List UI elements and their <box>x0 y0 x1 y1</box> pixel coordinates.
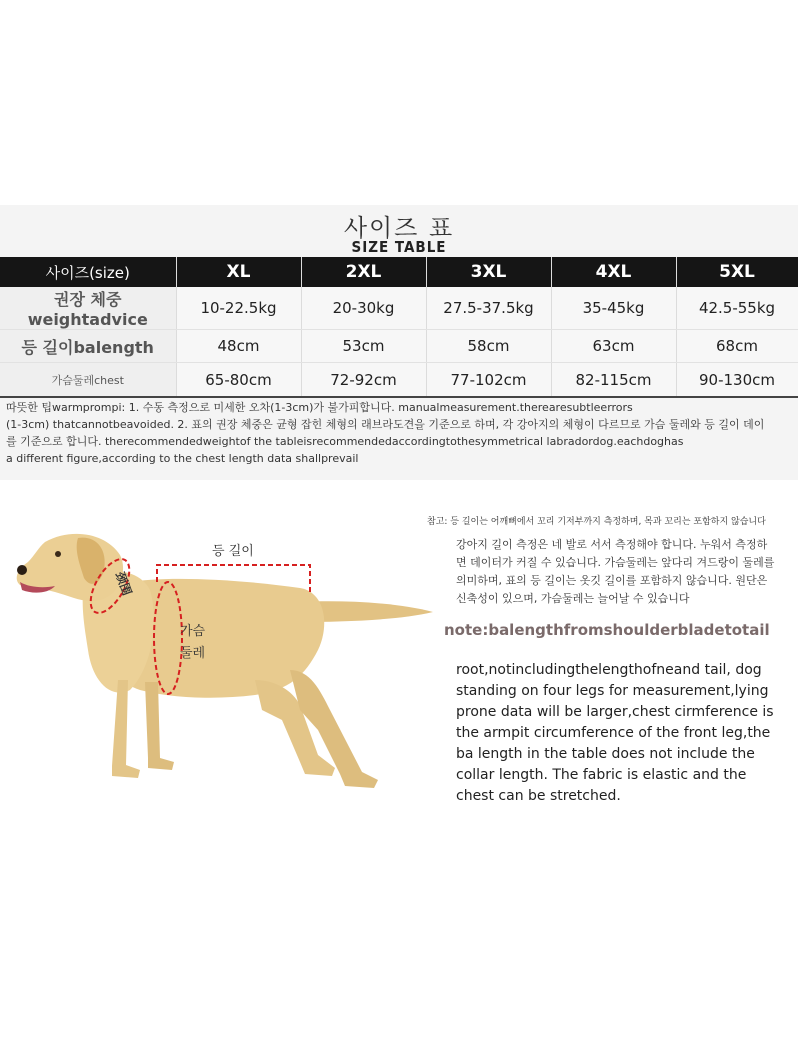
table-cell: 68cm <box>676 330 798 363</box>
table-row-chest <box>0 363 798 398</box>
chest-label-2: 둘레 <box>180 646 206 661</box>
table-row-weight <box>0 287 798 330</box>
table-cell: 48cm <box>176 330 301 363</box>
header-cell-xl: XL <box>176 257 301 287</box>
row-label-weight: 권장 체중weightadvice <box>0 287 176 330</box>
header-cell-4xl: 4XL <box>551 257 676 287</box>
reference-note: 참고: 등 길이는 어깨뼈에서 꼬리 기저부까지 측정하며, 목과 꼬리는 포함하지 않습니다 <box>427 517 766 527</box>
table-cell: 63cm <box>551 330 676 363</box>
table-cell: 65-80cm <box>176 363 301 398</box>
header-cell-5xl: 5XL <box>676 257 798 287</box>
note-line: (1-3cm) thatcannotbeavoided. 2. 표의 권장 체중은 균형 잡힌 체형의 래브라도견을 기준으로 하며, 각 강아지의 체형이 다르므로 가슴 둘레와 등 길이 데이 <box>6 418 765 431</box>
table-cell: 90-130cm <box>676 363 798 398</box>
title-korean: 사이즈 표 <box>343 214 455 242</box>
size-table <box>0 257 798 398</box>
title-english: SIZE TABLE <box>351 238 447 256</box>
table-cell: 10-22.5kg <box>176 287 301 330</box>
header-cell-3xl: 3XL <box>426 257 551 287</box>
dog-nose <box>17 565 27 575</box>
table-cell: 53cm <box>301 330 426 363</box>
korean-measurement-note: 강아지 길이 측정은 네 발로 서서 측정해야 합니다. 누워서 측정하면 데이터가 커질 수 있습니다. 가슴둘레는 앞다리 겨드랑이 둘레를 의미하며, 표의 등 길이는 옷깃 길이를 포함하지 않습니다. 원단은 신축성이 있으며, 가슴둘레는 늘어날 수 있습니다 <box>456 538 775 605</box>
english-note-heading: note:balengthfromshoulderbladetotail <box>444 621 770 639</box>
warm-tip-notes <box>6 399 796 467</box>
header-cell-2xl: 2XL <box>301 257 426 287</box>
table-row-back-length <box>0 330 798 363</box>
header-cell-size: 사이즈(size) <box>0 257 176 287</box>
dog-illustration <box>0 530 440 800</box>
table-cell: 27.5-37.5kg <box>426 287 551 330</box>
dog-eye <box>55 551 61 557</box>
note-line: a different figure,according to the chest length data shallprevail <box>6 452 359 465</box>
dog-measurement-diagram <box>0 530 440 800</box>
note-line: 따뜻한 팁warmprompi: 1. 수동 측정으로 미세한 오차(1-3cm)가 불가피합니다. manualmeasurement.therearesubtleerrors <box>6 401 633 414</box>
table-cell: 35-45kg <box>551 287 676 330</box>
row-label-back-length: 등 길이balength <box>0 330 176 363</box>
table-cell: 72-92cm <box>301 363 426 398</box>
back-length-label: 등 길이 <box>212 544 254 559</box>
dog-front-leg <box>112 680 140 778</box>
english-measurement-note: root,notincludingthelengthofneand tail, dog standing on four legs for measurement,lying prone data will be larger,chest cirmference is the armpit circumference of the front leg,the ba length in the table does not include the collar length. The fabric is elastic and the chest can be stretched. <box>456 662 774 804</box>
note-line: 를 기준으로 합니다. therecommendedweightof the tableisrecommendedaccordingtothesymmetrical labradordog.eachdoghas <box>6 435 684 448</box>
row-label-chest: 가슴둘레chest <box>0 363 176 398</box>
chest-label-1: 가슴 <box>180 624 206 639</box>
table-cell: 58cm <box>426 330 551 363</box>
table-cell: 77-102cm <box>426 363 551 398</box>
table-cell: 82-115cm <box>551 363 676 398</box>
table-header-row <box>0 257 798 287</box>
table-cell: 20-30kg <box>301 287 426 330</box>
table-cell: 42.5-55kg <box>676 287 798 330</box>
neck-label: 颈围 <box>112 569 135 598</box>
